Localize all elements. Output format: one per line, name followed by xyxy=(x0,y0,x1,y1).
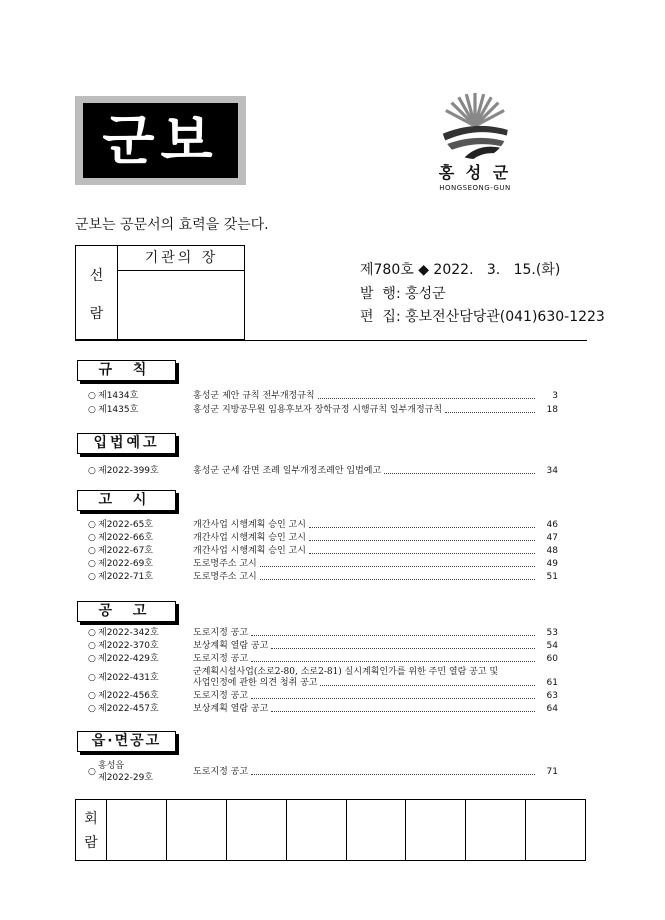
circulation-cell xyxy=(107,800,167,860)
issue-publisher: 발 행: 홍성군 xyxy=(360,286,446,302)
circulation-cell xyxy=(287,800,347,860)
toc-row[interactable]: ○ 제2022-399호 홍성군 군세 감면 조례 일부개정조례안 입법예고 34 xyxy=(88,466,558,476)
section-public-notice-header: 공 고 xyxy=(77,601,176,622)
issue-number-date: 제780호 ◆ 2022. 3. 15.(화) xyxy=(360,262,561,278)
logo-name-en: HONGSEONG-GUN xyxy=(439,184,511,192)
toc-row[interactable]: ○ 제2022-342호 도로지정 공고 53 xyxy=(88,628,558,638)
toc-row[interactable]: ○ 제2022-429호 도로지정 공고 60 xyxy=(88,654,558,664)
hongseong-logo xyxy=(425,90,525,200)
toc-row[interactable]: ○ 홍성읍 제2022-29호 도로지정 공고 71 xyxy=(88,761,558,783)
seollam-label xyxy=(75,245,118,340)
toc-row[interactable]: ○ 제2022-456호 도로지정 공고 63 xyxy=(88,691,558,701)
seollam-header: 기관의 장 xyxy=(118,245,245,271)
divider xyxy=(75,340,587,341)
issue-editor: 편 집: 홍보전산담당관(041)630-1223 xyxy=(360,309,605,325)
seollam-char-2: 람 xyxy=(89,306,104,322)
toc-row[interactable]: ○ 제1435호 홍성군 지방공무원 임용후보자 장학규정 시행규칙 일부개정규칙 18 xyxy=(88,405,558,415)
circulation-cell xyxy=(347,800,407,860)
section-announcement-header: 고 시 xyxy=(77,490,176,511)
section-legislation-header: 입법예고 xyxy=(77,433,176,454)
circulation-cell xyxy=(167,800,227,860)
circulation-cell xyxy=(526,800,585,860)
circulation-cell xyxy=(406,800,466,860)
toc-row[interactable]: ○ 제2022-66호 개간사업 시행계획 승인 고시 47 xyxy=(88,533,558,543)
toc-row[interactable]: ○ 제2022-71호 도로명주소 고시 51 xyxy=(88,572,558,582)
section-town-notice-header: 읍·면공고 xyxy=(77,731,176,752)
circulation-cell xyxy=(466,800,526,860)
toc-row[interactable]: ○ 제2022-65호 개간사업 시행계획 승인 고시 46 xyxy=(88,520,558,530)
toc-row[interactable]: ○ 제2022-431호 군계획시설사업(소로2-80, 소로2-81) 실시계획인가를 위한 주민 열람 공고 및 사업인정에 관한 의견 청취 공고 61 xyxy=(88,667,558,688)
toc-row[interactable]: ○ 제2022-370호 보상계획 열람 공고 54 xyxy=(88,641,558,651)
section-rules-header: 규 칙 xyxy=(77,360,176,381)
circulation-label: 회 람 xyxy=(76,800,107,860)
seollam-char-1: 선 xyxy=(89,268,104,284)
circulation-table xyxy=(75,799,586,861)
toc-row[interactable]: ○ 제2022-69호 도로명주소 고시 49 xyxy=(88,559,558,569)
circulation-cell xyxy=(227,800,287,860)
toc-row[interactable]: ○ 제2022-67호 개간사업 시행계획 승인 고시 48 xyxy=(88,546,558,556)
toc-row[interactable]: ○ 제2022-457호 보상계획 열람 공고 64 xyxy=(88,704,558,714)
notice-text: 군보는 공문서의 효력을 갖는다. xyxy=(75,217,269,233)
masthead-title: 군보 xyxy=(83,103,238,178)
logo-name-kr: 홍 성 군 xyxy=(438,163,512,182)
toc-row[interactable]: ○ 제1434호 홍성군 제안 규칙 전부개정규칙 3 xyxy=(88,391,558,401)
logo-emblem-icon xyxy=(440,90,510,162)
